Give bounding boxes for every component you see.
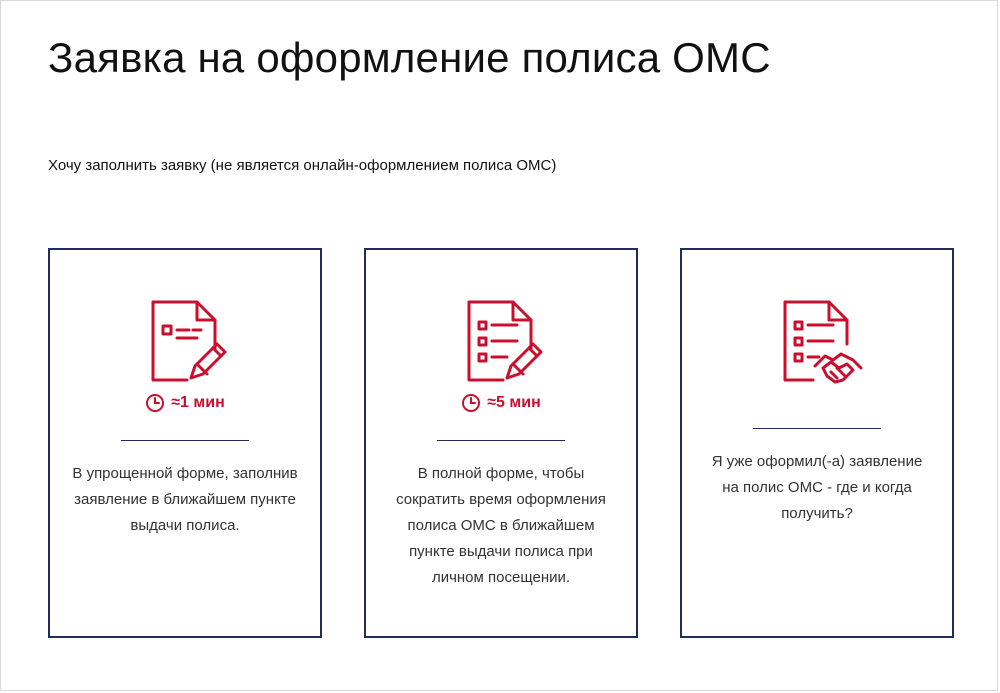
divider (753, 428, 881, 429)
card-description: В полной форме, чтобы сократить время оформления полиса ОМС в ближайшем пункте выдачи полиса при личном посещении. (396, 465, 606, 586)
time-estimate (50, 393, 320, 413)
options-cards (48, 248, 957, 638)
page-subtitle: Хочу заполнить заявку (не является онлайн-оформлением полиса ОМС) (48, 157, 557, 174)
document-list-edit-icon (451, 294, 551, 394)
page-title: Заявка на оформление полиса ОМС (48, 34, 771, 81)
card-full-form[interactable] (364, 248, 638, 638)
time-estimate-value: ≈5 мин (487, 394, 541, 411)
clock-icon (145, 393, 165, 413)
card-already-applied[interactable] (680, 248, 954, 638)
document-edit-icon (135, 294, 235, 394)
document-handshake-icon (767, 294, 867, 394)
time-estimate (366, 393, 636, 413)
divider (437, 440, 565, 441)
card-description: В упрощенной форме, заполнив заявление в ближайшем пункте выдачи полиса. (72, 465, 298, 534)
card-simplified-form[interactable] (48, 248, 322, 638)
time-estimate-value: ≈1 мин (171, 394, 225, 411)
card-description: Я уже оформил(-а) заявление на полис ОМС - где и когда получить? (711, 453, 923, 522)
divider (121, 440, 249, 441)
clock-icon (461, 393, 481, 413)
